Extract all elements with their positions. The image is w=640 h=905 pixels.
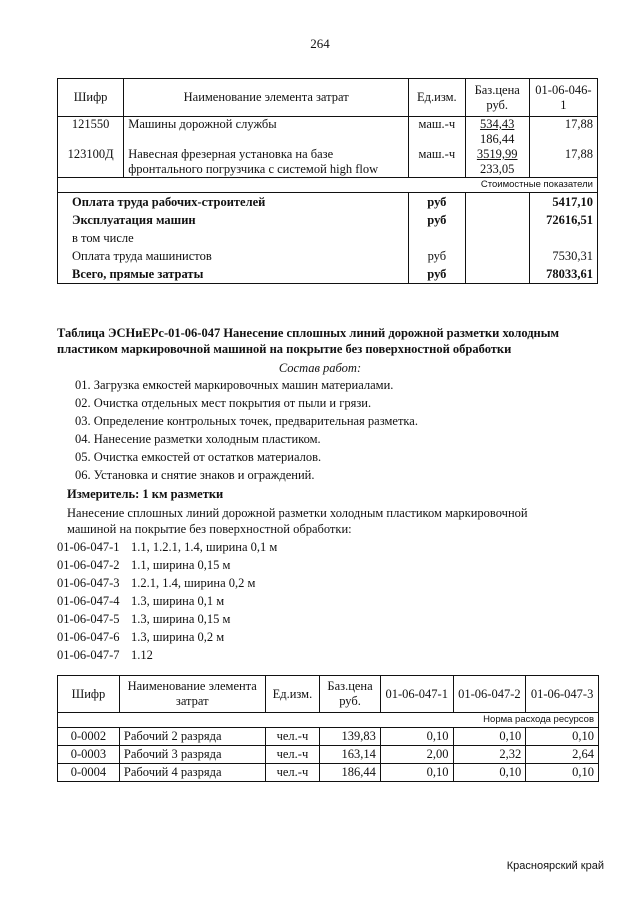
work-item: 04. Нанесение разметки холодным пластиком. bbox=[75, 432, 321, 446]
header-variant-1: 01-06-047-1 bbox=[380, 676, 453, 713]
work-item: 02. Очистка отдельных мест покрытия от пыли и грязи. bbox=[75, 396, 372, 410]
row-value: 17,88 bbox=[529, 117, 597, 148]
resource-table-047 bbox=[57, 675, 599, 782]
section-label: Норма расхода ресурсов bbox=[58, 713, 599, 728]
header-unit: Ед.изм. bbox=[409, 79, 465, 117]
table-header-row bbox=[58, 79, 598, 117]
title-line: пластиком маркировочной машиной на покрытие без поверхностной обработки bbox=[57, 342, 512, 356]
row-name: Рабочий 2 разряда bbox=[119, 728, 265, 746]
row-code: 0-0003 bbox=[58, 746, 120, 764]
region-footer: Красноярский край bbox=[506, 860, 604, 872]
row-name: Рабочий 4 разряда bbox=[119, 764, 265, 782]
summary-value: 7530,31 bbox=[529, 247, 597, 265]
header-price: Баз.цена руб. bbox=[465, 79, 529, 117]
table-row bbox=[58, 764, 599, 782]
variant-desc: 1.3, ширина 0,2 м bbox=[131, 630, 225, 644]
row-code: 121550 bbox=[58, 117, 124, 148]
work-item: 05. Очистка емкостей от остатков материалов. bbox=[75, 450, 322, 464]
summary-row bbox=[58, 229, 598, 247]
summary-name: Оплата труда рабочих-строителей bbox=[58, 193, 409, 212]
cost-table-046 bbox=[57, 78, 598, 284]
variant-desc: 1.3, ширина 0,1 м bbox=[131, 594, 225, 608]
row-name: Машины дорожной службы bbox=[124, 117, 409, 148]
section-row bbox=[58, 713, 599, 728]
header-variant: 01-06-046-1 bbox=[529, 79, 597, 117]
summary-row bbox=[58, 193, 598, 212]
row-name: Рабочий 3 разряда bbox=[119, 746, 265, 764]
summary-unit: руб bbox=[409, 247, 465, 265]
row-unit: маш.-ч bbox=[409, 147, 465, 178]
summary-unit: руб bbox=[409, 193, 465, 212]
row-price: 139,83 bbox=[320, 728, 381, 746]
summary-row bbox=[58, 247, 598, 265]
row-price: 163,14 bbox=[320, 746, 381, 764]
variant-code: 01-06-047-4 bbox=[57, 594, 120, 608]
row-v2: 0,10 bbox=[453, 728, 526, 746]
variant-code: 01-06-047-3 bbox=[57, 576, 120, 590]
summary-name: Оплата труда машинистов bbox=[58, 247, 409, 265]
summary-value: 72616,51 bbox=[529, 211, 597, 229]
table-row bbox=[58, 117, 598, 148]
row-v1: 0,10 bbox=[380, 728, 453, 746]
row-price: 186,44 bbox=[320, 764, 381, 782]
row-v1: 0,10 bbox=[380, 764, 453, 782]
variant-desc: 1.2.1, 1.4, ширина 0,2 м bbox=[131, 576, 256, 590]
summary-value: 78033,61 bbox=[529, 265, 597, 284]
row-unit: маш.-ч bbox=[409, 117, 465, 148]
work-item: 01. Загрузка емкостей маркировочных машин материалами. bbox=[75, 378, 394, 392]
table-row bbox=[58, 746, 599, 764]
header-name: Наименование элемента затрат bbox=[119, 676, 265, 713]
row-v3: 0,10 bbox=[526, 764, 599, 782]
summary-value: 5417,10 bbox=[529, 193, 597, 212]
summary-unit: руб bbox=[409, 265, 465, 284]
header-variant-3: 01-06-047-3 bbox=[526, 676, 599, 713]
title-line: Таблица ЭСНиЕРс-01-06-047 Нанесение сплошных линий дорожной разметки холодным bbox=[57, 326, 560, 340]
summary-name: Эксплуатация машин bbox=[58, 211, 409, 229]
row-v2: 0,10 bbox=[453, 764, 526, 782]
variant-desc: 1.12 bbox=[131, 648, 153, 662]
variant-desc: 1.1, 1.2.1, 1.4, ширина 0,1 м bbox=[131, 540, 278, 554]
variant-code: 01-06-047-6 bbox=[57, 630, 120, 644]
header-code: Шифр bbox=[58, 676, 120, 713]
summary-unit: руб bbox=[409, 211, 465, 229]
row-unit: чел.-ч bbox=[265, 746, 320, 764]
variant-desc: 1.1, ширина 0,15 м bbox=[131, 558, 231, 572]
composition-heading: Состав работ: bbox=[278, 361, 362, 375]
work-item: 03. Определение контрольных точек, предварительная разметка. bbox=[75, 414, 418, 428]
row-v1: 2,00 bbox=[380, 746, 453, 764]
work-item: 06. Установка и снятие знаков и ограждений. bbox=[75, 468, 315, 482]
table-header-row bbox=[58, 676, 599, 713]
section-label: Стоимостные показатели bbox=[58, 178, 598, 193]
description-line: машиной на покрытие без поверхностной обработки: bbox=[67, 522, 352, 536]
row-price: 534,43 186,44 bbox=[465, 117, 529, 148]
row-v3: 2,64 bbox=[526, 746, 599, 764]
description-line: Нанесение сплошных линий дорожной разметки холодным пластиком маркировочной bbox=[67, 506, 528, 520]
header-price: Баз.цена руб. bbox=[320, 676, 381, 713]
measure-label: Измеритель: 1 км разметки bbox=[67, 487, 224, 501]
page-number: 264 bbox=[310, 36, 330, 51]
variant-desc: 1.3, ширина 0,15 м bbox=[131, 612, 231, 626]
header-unit: Ед.изм. bbox=[265, 676, 320, 713]
row-code: 123100Д bbox=[58, 147, 124, 178]
summary-row bbox=[58, 211, 598, 229]
description bbox=[67, 505, 567, 537]
row-v3: 0,10 bbox=[526, 728, 599, 746]
variant-code: 01-06-047-1 bbox=[57, 540, 120, 554]
row-code: 0-0004 bbox=[58, 764, 120, 782]
section-row bbox=[58, 178, 598, 193]
row-value: 17,88 bbox=[529, 147, 597, 178]
row-price: 3519,99 233,05 bbox=[465, 147, 529, 178]
row-unit: чел.-ч bbox=[265, 764, 320, 782]
row-code: 0-0002 bbox=[58, 728, 120, 746]
header-variant-2: 01-06-047-2 bbox=[453, 676, 526, 713]
variant-code: 01-06-047-2 bbox=[57, 558, 120, 572]
header-name: Наименование элемента затрат bbox=[124, 79, 409, 117]
header-code: Шифр bbox=[58, 79, 124, 117]
summary-row bbox=[58, 265, 598, 284]
summary-name: в том числе bbox=[58, 229, 409, 247]
variant-code: 01-06-047-5 bbox=[57, 612, 120, 626]
row-unit: чел.-ч bbox=[265, 728, 320, 746]
table-title bbox=[57, 325, 617, 357]
table-row bbox=[58, 147, 598, 178]
variant-code: 01-06-047-7 bbox=[57, 648, 120, 662]
summary-name: Всего, прямые затраты bbox=[58, 265, 409, 284]
row-v2: 2,32 bbox=[453, 746, 526, 764]
table-row bbox=[58, 728, 599, 746]
row-name: Навесная фрезерная установка на базе фронтального погрузчика с системой high flow bbox=[124, 147, 409, 178]
